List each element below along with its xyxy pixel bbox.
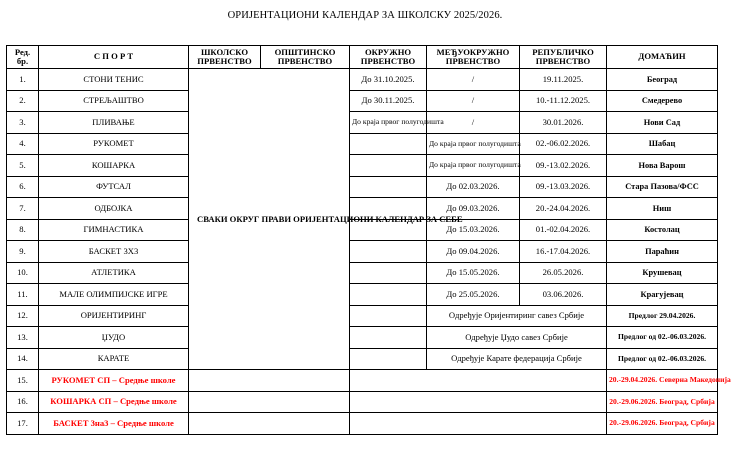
row-host: Предлог од 02.-06.03.2026. — [607, 327, 718, 349]
row-host: Костолац — [607, 219, 718, 241]
row-district — [350, 305, 427, 327]
row-blank — [189, 391, 350, 413]
table-row — [7, 90, 718, 112]
row-interdistrict: До краја првог полугодишта — [427, 155, 520, 177]
table-row — [7, 155, 718, 177]
header-interdistrict: МЕЂУОКРУЖНО ПРВЕНСТВО — [427, 46, 520, 69]
row-interdistrict: / — [427, 112, 520, 134]
row-span-text: Одређује Оријентиринг савез Србије — [427, 305, 607, 327]
row-num: 1. — [7, 69, 39, 91]
row-num: 12. — [7, 305, 39, 327]
row-sport: АТЛЕТИКА — [39, 262, 189, 284]
header-num: Ред. бр. — [7, 46, 39, 69]
row-host: Нови Сад — [607, 112, 718, 134]
table-row — [7, 348, 718, 370]
row-blank — [350, 391, 607, 413]
row-interdistrict: До 02.03.2026. — [427, 176, 520, 198]
row-district — [350, 284, 427, 306]
row-num: 17. — [7, 413, 39, 435]
row-host: 20.-29.06.2026. Београд, Србија — [607, 391, 718, 413]
row-sport: КОШАРКА СП – Средње школе — [39, 391, 189, 413]
table-row — [7, 305, 718, 327]
row-district — [350, 348, 427, 370]
table-row — [7, 112, 718, 134]
header-municipal: ОПШТИНСКО ПРВЕНСТВО — [261, 46, 350, 69]
row-num: 3. — [7, 112, 39, 134]
row-district — [350, 133, 427, 155]
row-interdistrict: До 09.04.2026. — [427, 241, 520, 263]
row-sport: БАСКЕТ 3Х3 — [39, 241, 189, 263]
row-republic: 16.-17.04.2026. — [520, 241, 607, 263]
row-host: Београд — [607, 69, 718, 91]
row-sport: ГИМНАСТИКА — [39, 219, 189, 241]
row-host: Шабац — [607, 133, 718, 155]
table-row — [7, 413, 718, 435]
row-district: До 30.11.2025. — [350, 90, 427, 112]
header-republic: РЕПУБЛИЧКО ПРВЕНСТВО — [520, 46, 607, 69]
row-blank — [189, 413, 350, 435]
table-row — [7, 241, 718, 263]
row-republic: 26.05.2026. — [520, 262, 607, 284]
row-sport: ФУТСАЛ — [39, 176, 189, 198]
row-blank — [350, 413, 607, 435]
row-republic: 20.-24.04.2026. — [520, 198, 607, 220]
row-republic: 30.01.2026. — [520, 112, 607, 134]
row-blank — [189, 370, 350, 392]
row-num: 9. — [7, 241, 39, 263]
row-sport: МАЛЕ ОЛИМПИЈСКЕ ИГРЕ — [39, 284, 189, 306]
row-republic: 09.-13.03.2026. — [520, 176, 607, 198]
header-school: ШКОЛСКО ПРВЕНСТВО — [189, 46, 261, 69]
row-num: 11. — [7, 284, 39, 306]
row-republic: 03.06.2026. — [520, 284, 607, 306]
row-interdistrict: До краја првог полугодишта — [427, 133, 520, 155]
row-district — [350, 176, 427, 198]
row-host: Крушевац — [607, 262, 718, 284]
page-title: ОРИЈЕНТАЦИОНИ КАЛЕНДАР ЗА ШКОЛСКУ 2025/2026. — [227, 10, 503, 21]
row-sport: ЏУДО — [39, 327, 189, 349]
row-interdistrict: До 15.03.2026. — [427, 219, 520, 241]
row-num: 7. — [7, 198, 39, 220]
row-num: 8. — [7, 219, 39, 241]
row-host: 20.-29.04.2026. Северна Македонија — [607, 370, 718, 392]
table-row — [7, 69, 718, 91]
row-num: 5. — [7, 155, 39, 177]
header-row — [7, 46, 718, 69]
row-district — [350, 327, 427, 349]
row-host: Нова Варош — [607, 155, 718, 177]
row-host: Смедерево — [607, 90, 718, 112]
row-sport: РУКОМЕТ — [39, 133, 189, 155]
row-host: Предлог од 02.-06.03.2026. — [607, 348, 718, 370]
row-republic: 19.11.2025. — [520, 69, 607, 91]
row-num: 15. — [7, 370, 39, 392]
row-blank — [350, 370, 607, 392]
row-district — [350, 155, 427, 177]
row-sport: ОДБОЈКА — [39, 198, 189, 220]
table-row — [7, 370, 718, 392]
row-num: 14. — [7, 348, 39, 370]
row-interdistrict: / — [427, 69, 520, 91]
row-num: 4. — [7, 133, 39, 155]
row-num: 16. — [7, 391, 39, 413]
row-host: Крагујевац — [607, 284, 718, 306]
row-interdistrict: До 09.03.2026. — [427, 198, 520, 220]
row-district — [350, 241, 427, 263]
row-district — [350, 262, 427, 284]
header-sport: С П О Р Т — [39, 46, 189, 69]
row-sport: ОРИЈЕНТИРИНГ — [39, 305, 189, 327]
row-host: 20.-29.06.2026. Београд, Србија — [607, 413, 718, 435]
table-row — [7, 391, 718, 413]
row-host: Стара Пазова/ФСС — [607, 176, 718, 198]
row-republic: 01.-02.04.2026. — [520, 219, 607, 241]
row-host: Ниш — [607, 198, 718, 220]
row-num: 13. — [7, 327, 39, 349]
row-sport: СТРЕЉАШТВО — [39, 90, 189, 112]
row-sport: КАРАТЕ — [39, 348, 189, 370]
row-interdistrict: До 15.05.2026. — [427, 262, 520, 284]
row-sport: РУКОМЕТ СП – Средње школе — [39, 370, 189, 392]
table-row — [7, 327, 718, 349]
row-republic: 02.-06.02.2026. — [520, 133, 607, 155]
table-row — [7, 262, 718, 284]
row-num: 6. — [7, 176, 39, 198]
row-num: 10. — [7, 262, 39, 284]
row-district: До 31.10.2025. — [350, 69, 427, 91]
row-span-text: Одређује Џудо савез Србије — [427, 327, 607, 349]
merged-note: СВАКИ ОКРУГ ПРАВИ ОРИЈЕНТАЦИОНИ КАЛЕНДАР ЗА СЕБЕ — [189, 69, 350, 370]
table-row — [7, 133, 718, 155]
row-interdistrict: / — [427, 90, 520, 112]
header-district: ОКРУЖНО ПРВЕНСТВО — [350, 46, 427, 69]
row-span-text: Одређује Карате федерација Србије — [427, 348, 607, 370]
row-sport: СТОНИ ТЕНИС — [39, 69, 189, 91]
table-row — [7, 284, 718, 306]
row-interdistrict: До 25.05.2026. — [427, 284, 520, 306]
row-republic: 10.-11.12.2025. — [520, 90, 607, 112]
row-host: Предлог 29.04.2026. — [607, 305, 718, 327]
row-sport: БАСКЕТ 3на3 – Средње школе — [39, 413, 189, 435]
row-sport: КОШАРКА — [39, 155, 189, 177]
row-num: 2. — [7, 90, 39, 112]
row-republic: 09.-13.02.2026. — [520, 155, 607, 177]
row-host: Параћин — [607, 241, 718, 263]
row-district: До краја првог полугодишта — [350, 112, 427, 134]
header-host: ДОМАЋИН — [607, 46, 718, 69]
table-row — [7, 176, 718, 198]
row-sport: ПЛИВАЊЕ — [39, 112, 189, 134]
calendar-table — [6, 45, 731, 435]
